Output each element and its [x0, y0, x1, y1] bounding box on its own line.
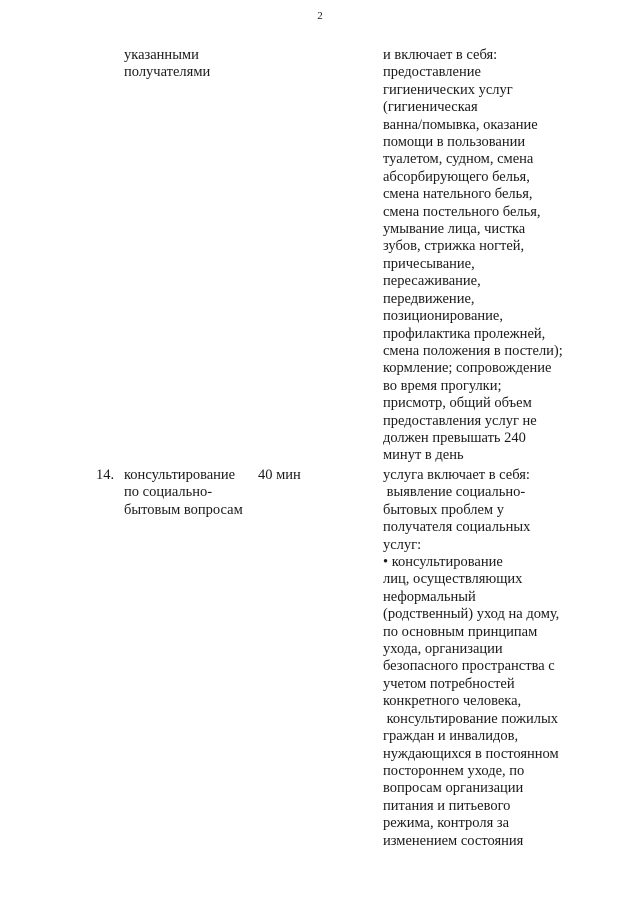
description-line: вопросам организации — [383, 780, 524, 797]
description-line: нуждающихся в постоянном — [383, 745, 559, 762]
service-name-line: указанными — [124, 47, 199, 63]
service-name-continuation — [124, 47, 210, 82]
description-line: позиционирование, — [383, 308, 503, 325]
description-line: умывание лица, чистка — [383, 221, 526, 238]
description-line: бытовых проблем у — [383, 501, 504, 518]
description-line: предоставление — [383, 64, 481, 81]
service-duration: 40 мин — [258, 467, 301, 483]
description-line: режима, контроля за — [383, 815, 510, 832]
description-line: и включает в себя: — [383, 47, 498, 63]
description-line: питания и питьевого — [383, 797, 511, 814]
description-line: во время прогулки; — [383, 377, 502, 394]
description-line: причесывание, — [383, 255, 475, 272]
service-description — [383, 467, 559, 850]
description-line: услуга включает в себя: — [383, 467, 530, 483]
service-description-continuation — [383, 47, 563, 465]
description-line: пересаживание, — [383, 273, 481, 290]
description-line: изменением состояния — [383, 832, 524, 849]
description-line: предоставления услуг не — [383, 412, 537, 429]
service-name — [124, 467, 243, 519]
description-line: конкретного человека, — [383, 693, 522, 710]
description-line: по основным принципам — [383, 623, 538, 640]
description-line: получателя социальных — [383, 519, 531, 536]
service-name-line: по социально- — [124, 484, 213, 501]
description-line: зубов, стрижка ногтей, — [383, 238, 525, 255]
description-line: безопасного пространства с — [383, 658, 555, 675]
service-name-line: получателями — [124, 64, 211, 81]
description-line: • консультирование — [383, 554, 503, 571]
description-line: учетом потребностей — [383, 675, 515, 692]
description-line: помощи в пользовании — [383, 134, 526, 151]
description-line: неформальный — [383, 588, 476, 605]
description-line: кормление; сопровождение — [383, 360, 552, 377]
description-line: (родственный) уход на дому, — [383, 606, 560, 623]
description-line: смена нательного белья, — [383, 186, 533, 203]
page-number: 2 — [317, 10, 323, 22]
description-line: постороннем уходе, по — [383, 762, 525, 779]
description-line: туалетом, судном, смена — [383, 151, 534, 168]
description-line: ванна/помывка, оказание — [383, 116, 538, 133]
description-line: абсорбирующего белья, — [383, 168, 530, 185]
description-line: лиц, осуществляющих — [383, 571, 523, 588]
description-line: должен превышать 240 — [383, 429, 526, 446]
description-line: присмотр, общий объем — [383, 395, 532, 412]
description-line: (гигиеническая — [383, 99, 478, 116]
description-line: передвижение, — [383, 290, 475, 307]
row-number: 14. — [96, 467, 115, 483]
description-line: выявление социально- — [383, 484, 526, 501]
description-line: услуг: — [383, 536, 422, 553]
description-line: гигиенических услуг — [383, 81, 513, 98]
description-line: смена постельного белья, — [383, 203, 541, 220]
service-name-line: консультирование — [124, 467, 236, 483]
description-line: минут в день — [383, 447, 464, 464]
service-name-line: бытовым вопросам — [124, 501, 243, 518]
description-line: смена положения в постели); — [383, 342, 563, 359]
description-line: профилактика пролежней, — [383, 325, 546, 342]
description-line: консультирование пожилых — [383, 710, 559, 727]
description-line: ухода, организации — [383, 641, 503, 658]
description-line: граждан и инвалидов, — [383, 728, 519, 745]
